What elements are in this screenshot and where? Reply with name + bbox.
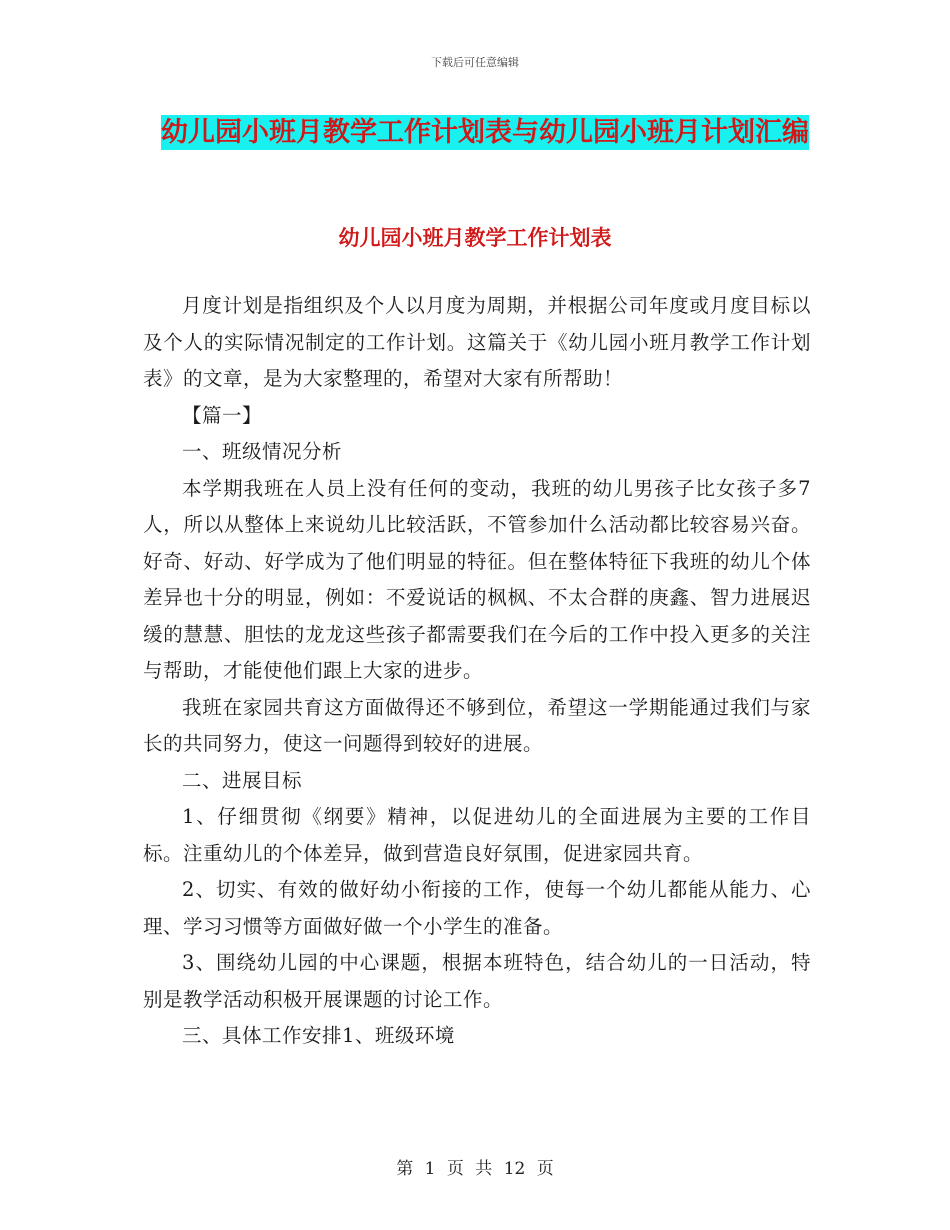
page-footer-indicator: 第 1 页 共 12 页 <box>396 1159 554 1179</box>
paragraph-goal-3: 3、围绕幼儿园的中心课题，根据本班特色，结合幼儿的一日活动，特别是教学活动积极开展课题的讨论工作。 <box>143 951 811 1011</box>
paragraph-part-label: 【篇一】 <box>182 403 263 427</box>
page-header-note: 下载后可任意编辑 <box>431 56 519 69</box>
paragraph-goal-2: 2、切实、有效的做好幼小衔接的工作，使每一个幼儿都能从能力、心理、学习习惯等方面做好做一个小学生的准备。 <box>143 878 811 938</box>
paragraph-heading-arrangements: 三、具体工作安排1、班级环境 <box>182 1024 455 1047</box>
document-main-title-text: 幼儿园小班月教学工作计划表与幼儿园小班月计划汇编 <box>161 117 809 148</box>
document-body <box>143 288 811 1055</box>
paragraph-heading-goals: 二、进展目标 <box>182 768 303 792</box>
document-main-title <box>160 110 810 155</box>
paragraph-class-analysis: 本学期我班在人员上没有任何的变动，我班的幼儿男孩子比女孩子多7人，所以从整体上来说幼儿比较活跃，不管参加什么活动都比较容易兴奋。好奇、好动、好学成为了他们明显的特征。但在整体特征下我班的幼儿个体差异也十分的明显，例如：不爱说话的枫枫、不太合群的庚鑫、智力进展迟缓的慧慧、胆怯的龙龙这些孩子都需要我们在今后的工作中投入更多的关注与帮助，才能使他们跟上大家的进步。 <box>143 476 811 682</box>
paragraph-home-school: 我班在家园共育这方面做得还不够到位，希望这一学期能通过我们与家长的共同努力，使这一问题得到较好的进展。 <box>143 695 811 755</box>
paragraph-intro: 月度计划是指组织及个人以月度为周期，并根据公司年度或月度目标以及个人的实际情况制定的工作计划。这篇关于《幼儿园小班月教学工作计划表》的文章，是为大家整理的，希望对大家有所帮助！ <box>143 294 811 390</box>
section-title: 幼儿园小班月教学工作计划表 <box>338 226 612 250</box>
paragraph-heading-class-analysis: 一、班级情况分析 <box>182 440 343 463</box>
paragraph-goal-1: 1、仔细贯彻《纲要》精神，以促进幼儿的全面进展为主要的工作目标。注重幼儿的个体差异，做到营造良好氛围，促进家园共育。 <box>143 805 811 865</box>
